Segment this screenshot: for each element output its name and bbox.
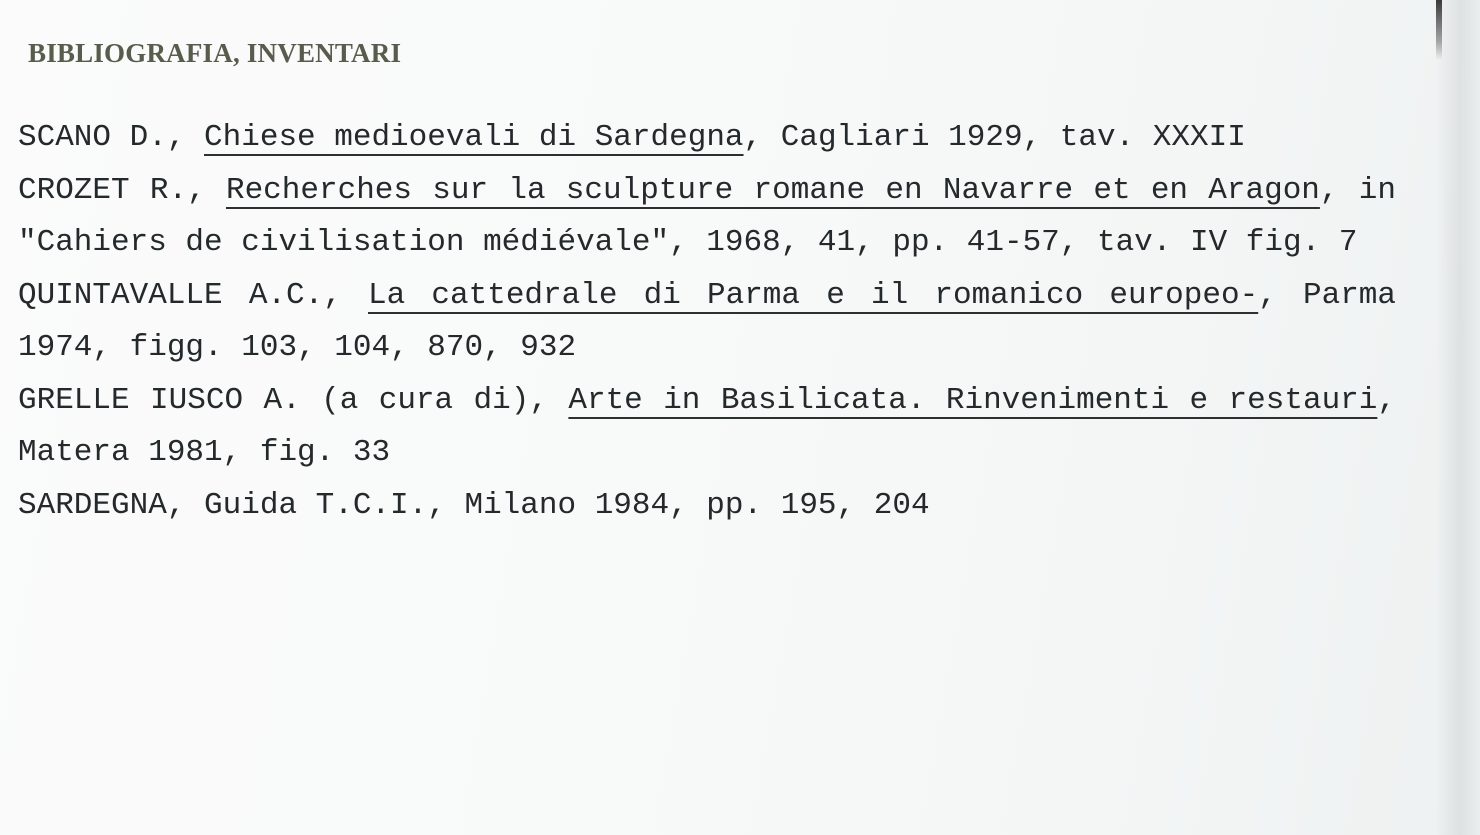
entry-author: CROZET R.,	[18, 172, 226, 208]
section-heading: BIBLIOGRAFIA, INVENTARI	[28, 38, 402, 68]
entry-title: Arte in Basilicata. Rinvenimenti e restauri	[568, 382, 1378, 418]
entry-author: SCANO D.,	[18, 120, 205, 155]
bibliography-entry	[18, 165, 1396, 270]
entry-details: , Parma 1974, figg. 103, 104, 870, 932	[18, 277, 1397, 365]
entry-author: QUINTAVALLE A.C.,	[18, 277, 369, 313]
bibliography-entry	[18, 270, 1396, 375]
entry-title: La cattedrale di Parma e il romanico europeo-	[368, 277, 1259, 313]
entry-details: , in "Cahiers de civilisation médiévale", 1968, 41, pp. 41-57, tav. IV fig. 7	[18, 172, 1396, 260]
entry-title: Chiese medioevali di Sardegna	[204, 120, 744, 155]
card-edge-shadow	[1436, 0, 1480, 835]
entry-author: SARDEGNA, Guida T.C.I., Milano 1984, pp. 195, 204	[18, 487, 930, 523]
entry-author: GRELLE IUSCO A. (a cura di),	[18, 382, 569, 418]
bibliography-entry	[18, 112, 1396, 165]
bibliography-list	[18, 112, 1396, 532]
bibliography-entry	[18, 375, 1396, 480]
entry-details: , Matera 1981, fig. 33	[18, 382, 1396, 470]
entry-details: , Cagliari 1929, tav. XXXII	[743, 120, 1246, 155]
entry-title: Recherches sur la sculpture romane en Navarre et en Aragon	[225, 172, 1320, 208]
bibliography-entry	[18, 480, 1396, 533]
